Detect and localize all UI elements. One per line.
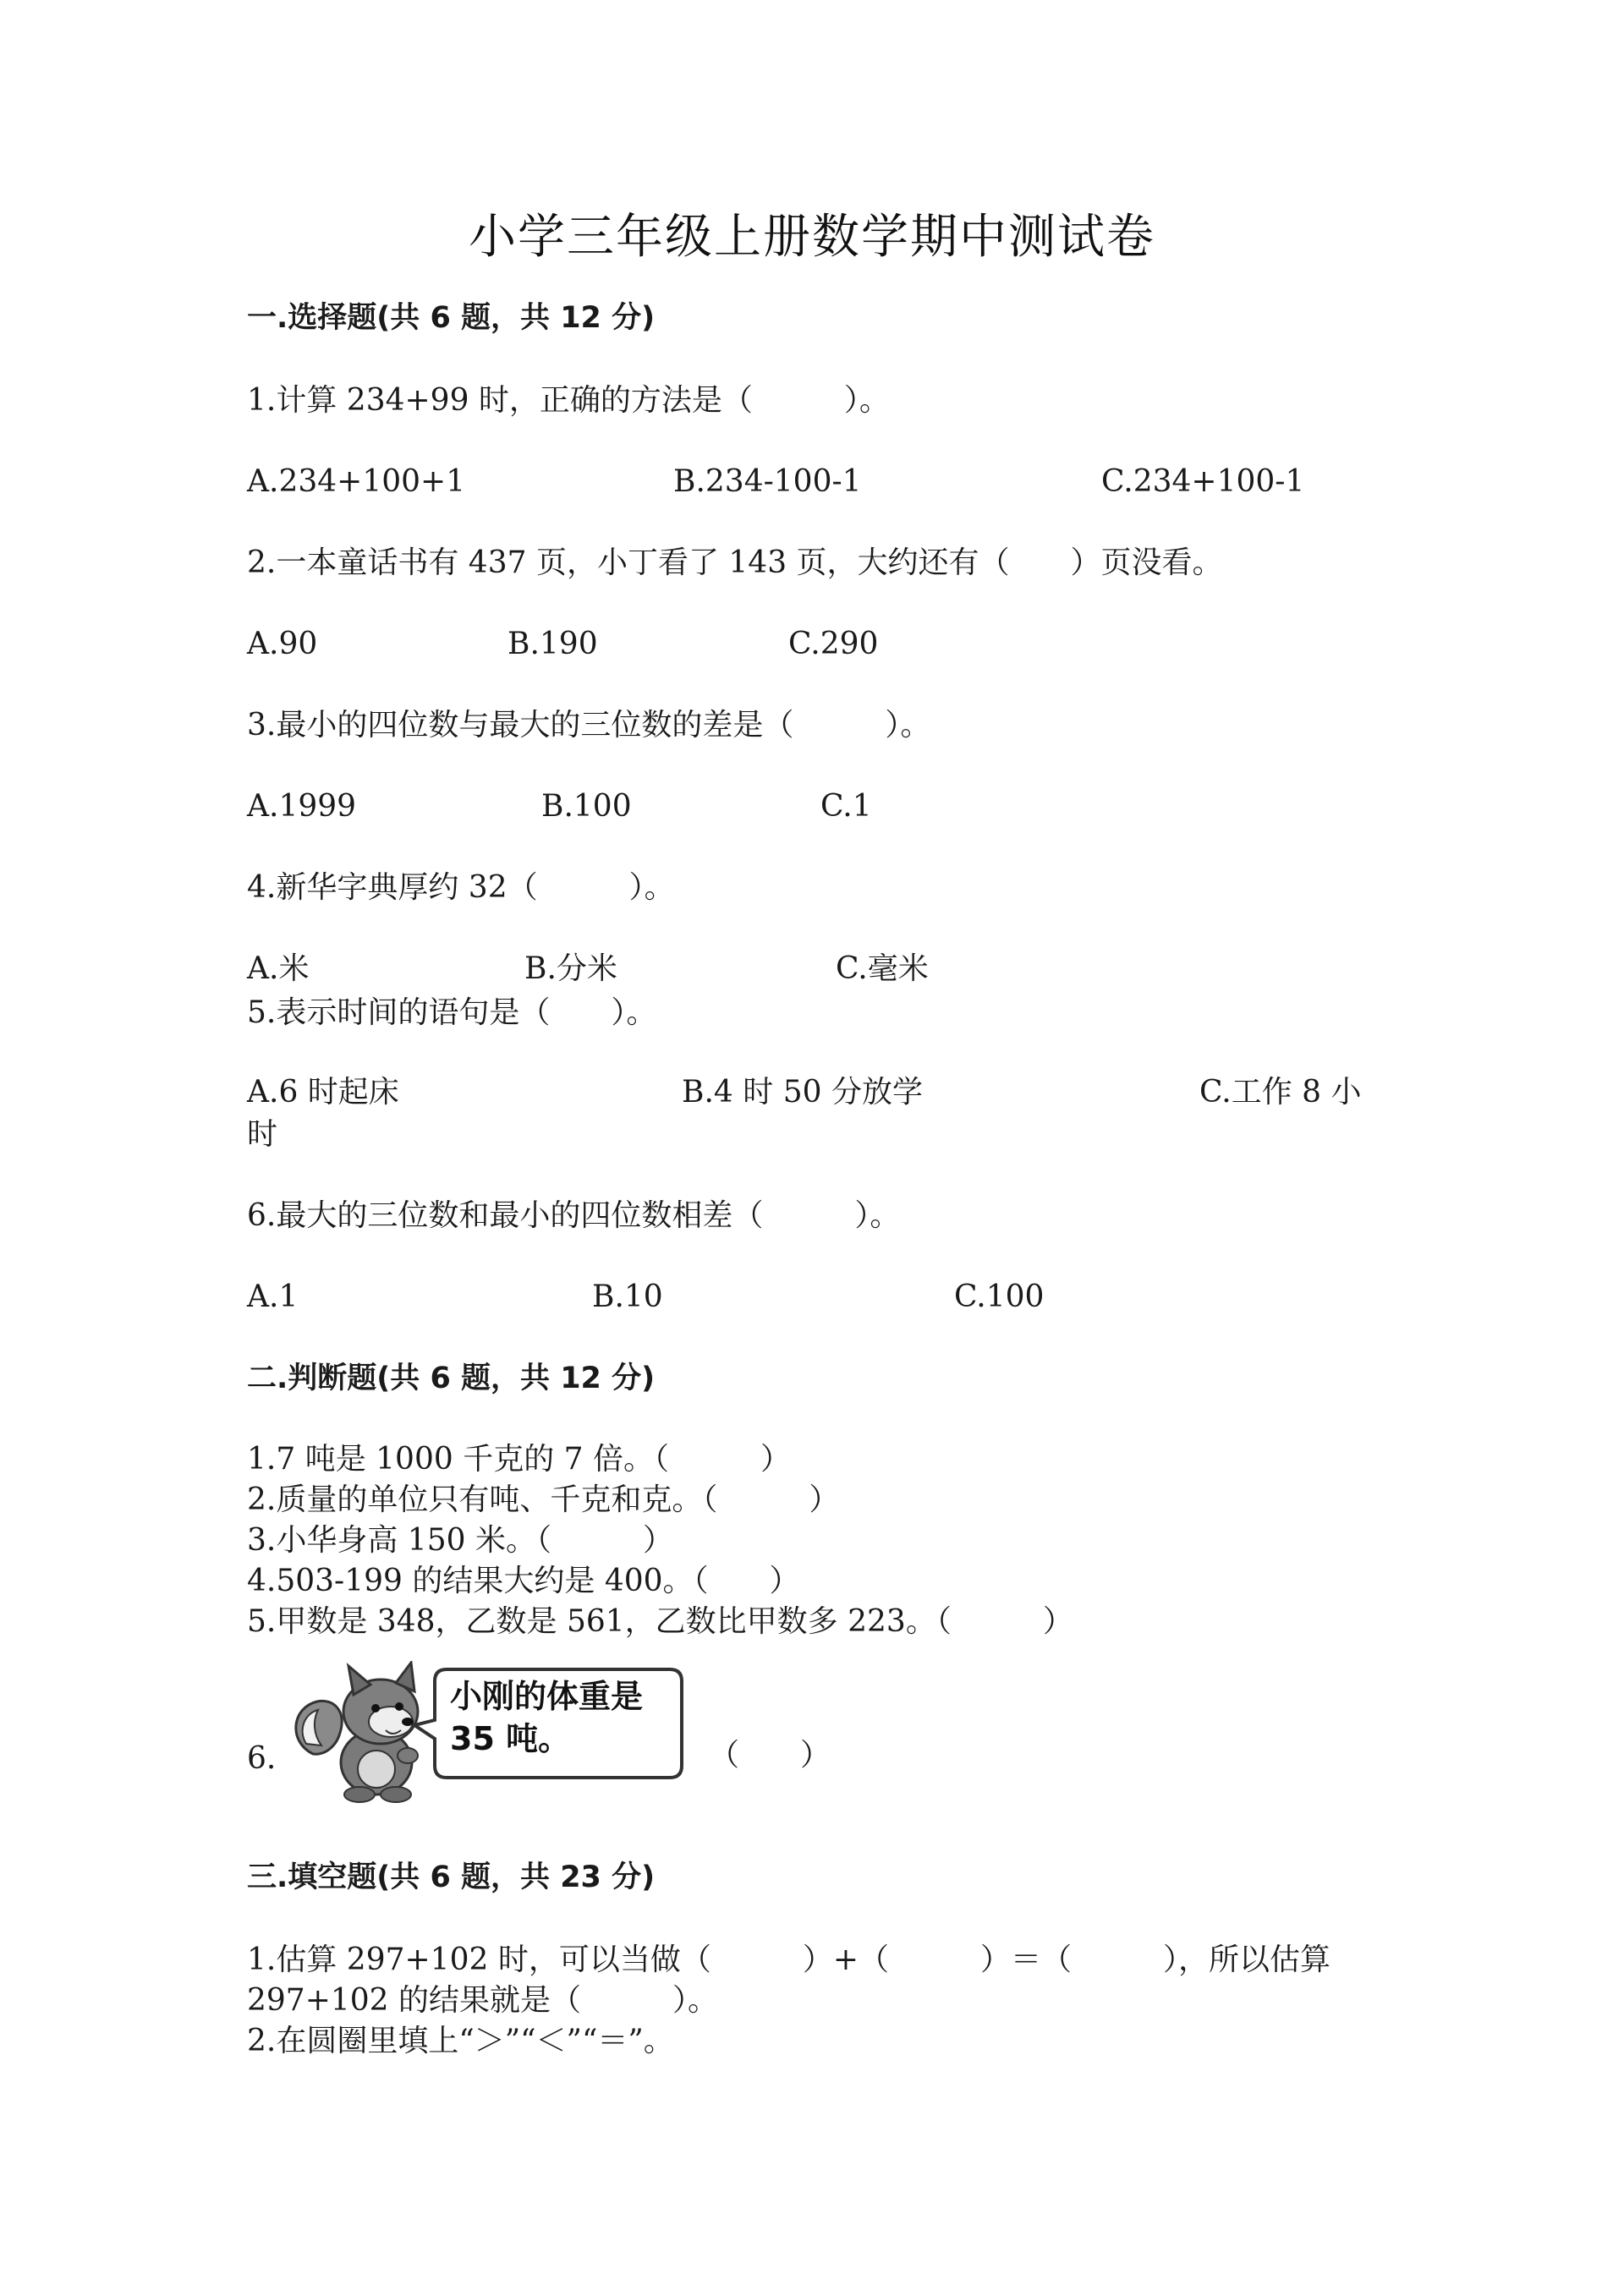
section-heading-choice: 一.选择题(共 6 题，共 12 分) [247, 301, 656, 335]
choice-q3-option-b: B.100 [541, 789, 632, 824]
choice-question-1: 1.计算 234+99 时，正确的方法是（ ）。 [247, 383, 890, 418]
choice-q4-option-b: B.分米 [524, 951, 617, 986]
choice-q2-option-c: C.290 [788, 627, 879, 661]
choice-q1-option-a: A.234+100+1 [247, 464, 466, 499]
judge-question-6-answer-blank: （ ） [709, 1738, 831, 1773]
choice-q6-option-b: B.10 [592, 1280, 663, 1314]
choice-q6-option-c: C.100 [954, 1280, 1045, 1314]
judge-question-2: 2.质量的单位只有吨、千克和克。（ ） [247, 1482, 840, 1517]
choice-q1-option-b: B.234-100-1 [673, 464, 862, 499]
judge-question-1: 1.7 吨是 1000 千克的 7 倍。（ ） [247, 1442, 791, 1477]
choice-q2-option-b: B.190 [508, 627, 598, 661]
choice-q4-option-c: C.毫米 [836, 951, 929, 986]
choice-question-2: 2.一本童话书有 437 页，小丁看了 143 页，大约还有（ ）页没看。 [247, 545, 1223, 580]
choice-q3-option-c: C.1 [820, 789, 872, 824]
choice-q1-option-c: C.234+100-1 [1101, 464, 1305, 499]
judge-question-6-number: 6. [247, 1741, 277, 1776]
choice-question-6: 6.最大的三位数和最小的四位数相差（ ）。 [247, 1198, 901, 1233]
choice-q5-option-b: B.4 时 50 分放学 [682, 1075, 923, 1110]
fill-question-1-line-2: 297+102 的结果就是（ ）。 [247, 1983, 719, 2018]
choice-q3-option-a: A.1999 [247, 789, 357, 824]
choice-q5-option-c-continued: 时 [247, 1117, 278, 1152]
speech-bubble-line-2: 35 吨。 [450, 1720, 571, 1757]
choice-question-5: 5.表示时间的语句是（ ）。 [247, 995, 657, 1030]
choice-question-3: 3.最小的四位数与最大的三位数的差是（ ）。 [247, 708, 931, 743]
page-title: 小学三年级上册数学期中测试卷 [469, 210, 1155, 265]
choice-question-4: 4.新华字典厚约 32（ ）。 [247, 870, 675, 905]
judge-question-5: 5.甲数是 348，乙数是 561，乙数比甲数多 223。（ ） [247, 1604, 1073, 1639]
choice-q5-option-c: C.工作 8 小 [1199, 1075, 1362, 1110]
speech-bubble-line-1: 小刚的体重是 [450, 1678, 644, 1715]
choice-q2-option-a: A.90 [247, 627, 318, 661]
choice-q6-option-a: A.1 [247, 1280, 299, 1314]
fill-question-2: 2.在圆圈里填上“＞”“＜”“＝”。 [247, 2024, 674, 2058]
fill-question-1-line-1: 1.估算 297+102 时，可以当做（ ）+（ ）＝（ ），所以估算 [247, 1943, 1330, 1977]
choice-q4-option-a: A.米 [247, 951, 310, 986]
judge-question-3: 3.小华身高 150 米。（ ） [247, 1523, 673, 1558]
section-heading-judge: 二.判断题(共 6 题，共 12 分) [247, 1362, 656, 1395]
judge-question-4: 4.503-199 的结果大约是 400。（ ） [247, 1564, 800, 1598]
choice-q5-option-a: A.6 时起床 [247, 1075, 399, 1110]
fox-icon [296, 1663, 418, 1802]
section-heading-fill: 三.填空题(共 6 题，共 23 分) [247, 1860, 656, 1894]
